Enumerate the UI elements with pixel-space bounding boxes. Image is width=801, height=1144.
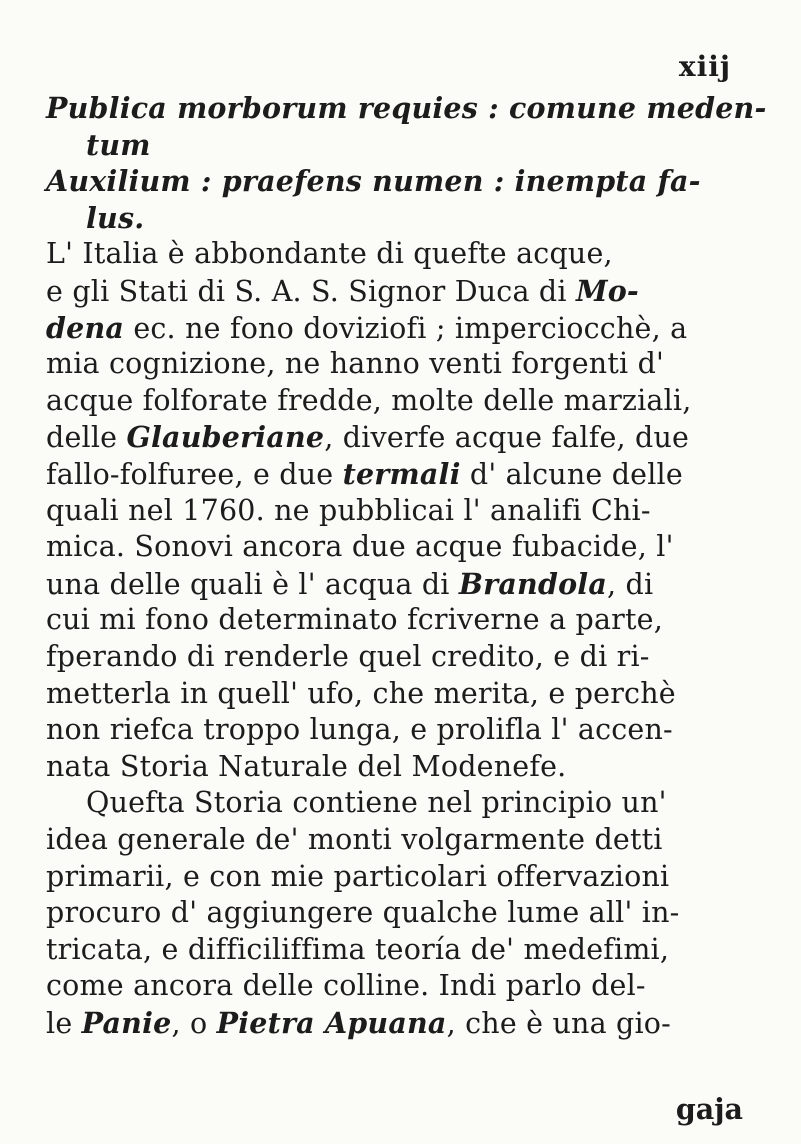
text-line: [46, 932, 669, 968]
roman-text: cui mi fono determinato fcriverne a parte,: [46, 603, 663, 637]
roman-text: quali nel 1760. ne pubblicai l' analifi Chi-: [46, 493, 651, 527]
roman-text: mia cognizione, ne hanno venti forgenti d': [46, 347, 665, 381]
catchword: gaja: [675, 1092, 743, 1126]
text-line: [46, 712, 673, 748]
page-number: xiij: [678, 50, 731, 83]
roman-text: L' Italia è abbondante di quefte acque,: [46, 237, 613, 271]
text-line: [46, 383, 692, 419]
roman-text: mica. Sonovi ancora due acque fubacide, l': [46, 530, 674, 564]
text-line: [86, 785, 667, 821]
roman-text: tricata, e difficiliffima teoría de' medefimi,: [46, 932, 670, 966]
text-line: [46, 566, 653, 602]
italic-text: Publica morborum requies : comune meden-: [46, 91, 767, 125]
roman-text: e gli Stati di S. A. S. Signor Duca di: [46, 275, 576, 308]
italic-text: Glauberiane: [126, 420, 325, 455]
roman-text: una delle quali è l' acqua di: [46, 567, 459, 601]
roman-text: , diverfe acque falfe, due: [324, 421, 690, 455]
text-line: [46, 456, 683, 492]
roman-text: nata Storia Naturale del Modenefe.: [46, 749, 567, 783]
italic-text: tum: [86, 127, 151, 162]
roman-text: , che è una gio-: [446, 1007, 671, 1040]
text-line: [46, 749, 566, 785]
text-line: [46, 346, 664, 382]
roman-text: ec. ne fono doviziofi ; imperciocchè, a: [124, 311, 688, 345]
text-line: [46, 1005, 671, 1041]
text-line: [46, 273, 639, 309]
text-line: [46, 639, 650, 675]
italic-text: Pietra Apuana: [216, 1006, 447, 1040]
text-line: [46, 90, 767, 126]
italic-text: lus.: [86, 200, 145, 235]
roman-text: primarii, e con mie particolari offervazioni: [46, 859, 670, 893]
roman-text: metterla in quell' ufo, che merita, e perchè: [46, 676, 676, 710]
text-line: [46, 529, 674, 565]
italic-text: Auxilium : praefens numen : inempta fa-: [46, 164, 701, 199]
text-line: [46, 859, 669, 895]
roman-text: non riefca troppo lunga, e prolifla l' accen-: [46, 713, 673, 747]
italic-text: Panie: [81, 1006, 172, 1040]
text-line: [46, 822, 663, 858]
roman-text: fperando di renderle quel credito, e di ri-: [46, 640, 650, 673]
italic-text: Mo-: [575, 274, 639, 308]
roman-text: d' alcune delle: [460, 458, 683, 491]
text-line: [46, 676, 676, 712]
roman-text: fallo-folfuree, e due: [46, 458, 343, 491]
roman-text: acque folforate fredde, molte delle marziali,: [46, 383, 692, 417]
text-line: [46, 163, 701, 199]
roman-text: le: [46, 1007, 82, 1040]
roman-text: , di: [607, 567, 654, 601]
text-line: [46, 968, 646, 1004]
italic-text: Brandola: [458, 566, 607, 601]
text-line: [86, 127, 151, 163]
text-line: [46, 236, 613, 272]
roman-text: Quefta Storia contiene nel principio un': [86, 786, 667, 820]
roman-text: delle: [46, 421, 127, 455]
italic-text: termali: [342, 457, 461, 491]
text-line: [46, 493, 651, 529]
roman-text: come ancora delle colline. Indi parlo del-: [46, 969, 646, 1003]
text-line: [46, 419, 689, 455]
text-line: [46, 602, 663, 638]
roman-text: , o: [171, 1007, 217, 1040]
roman-text: procuro d' aggiungere qualche lume all' in-: [46, 896, 680, 930]
italic-text: dena: [46, 310, 125, 345]
roman-text: idea generale de' monti volgarmente detti: [46, 823, 663, 856]
text-line: [86, 200, 144, 236]
text-line: [46, 310, 687, 346]
text-line: [46, 895, 679, 931]
